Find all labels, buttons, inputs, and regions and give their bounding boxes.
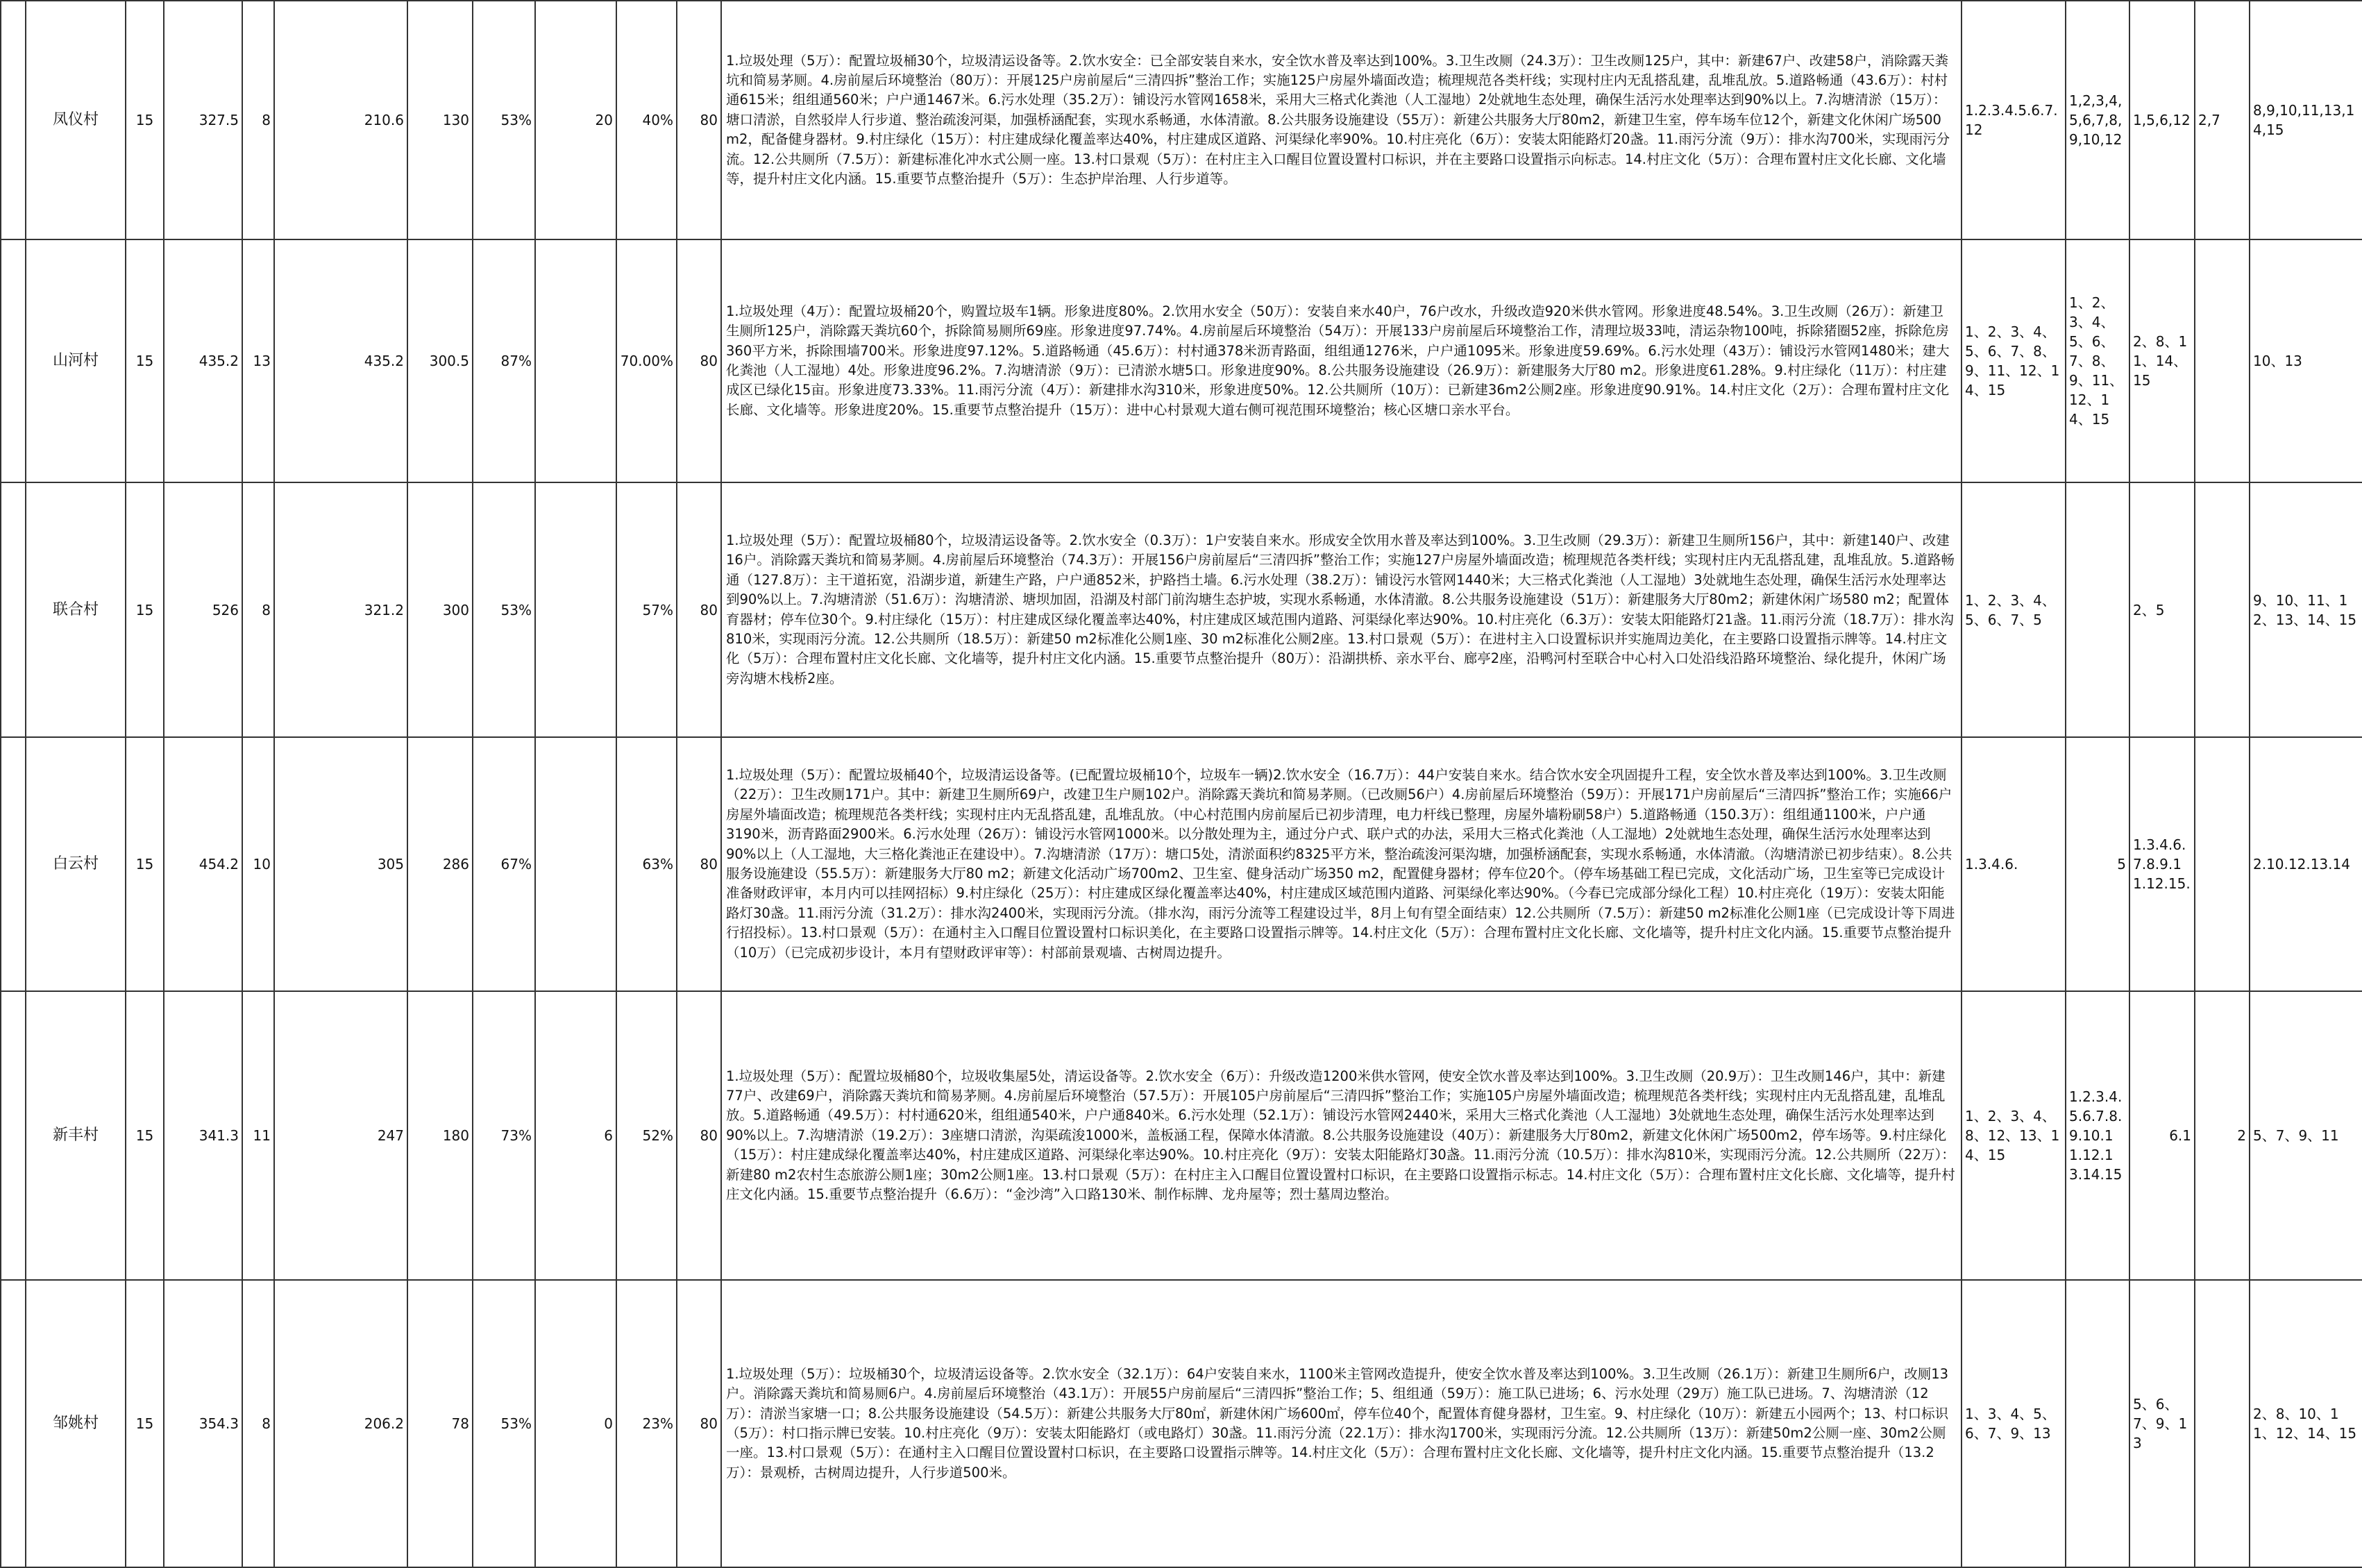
item-code-cell: 1,5,6,12 xyxy=(2129,1,2195,239)
village-name: 新丰村 xyxy=(26,991,126,1280)
item-code-cell xyxy=(2066,482,2129,737)
value-cell: 20 xyxy=(535,1,616,239)
value-cell: 210.6 xyxy=(274,1,407,239)
blank-cell xyxy=(1,482,26,737)
value-cell: 300.5 xyxy=(407,239,473,482)
item-code-cell: 9、10、11、12、13、14、15 xyxy=(2250,482,2362,737)
value-cell: 286 xyxy=(407,737,473,991)
item-code-cell xyxy=(2195,239,2250,482)
value-cell: 435.2 xyxy=(164,239,242,482)
value-cell: 454.2 xyxy=(164,737,242,991)
value-cell: 13 xyxy=(242,239,274,482)
item-code-cell: 1.2.3.4.5.6.7.12 xyxy=(1962,1,2066,239)
value-cell: 53% xyxy=(473,482,535,737)
value-cell: 53% xyxy=(473,1280,535,1567)
item-code-cell: 2.10.12.13.14 xyxy=(2250,737,2362,991)
item-code-cell: 6.1 xyxy=(2129,991,2195,1280)
value-cell: 78 xyxy=(407,1280,473,1567)
value-cell: 80 xyxy=(677,239,721,482)
table-row xyxy=(1,239,2362,482)
value-cell: 15 xyxy=(126,482,164,737)
value-cell: 63% xyxy=(616,737,677,991)
item-code-cell: 1、2、3、4、8、12、13、14、15 xyxy=(1962,991,2066,1280)
item-code-cell: 1.3.4.6. xyxy=(1962,737,2066,991)
table-row xyxy=(1,1,2362,239)
item-code-cell: 1.3.4.6.7.8.9.11.12.15. xyxy=(2129,737,2195,991)
value-cell: 341.3 xyxy=(164,991,242,1280)
value-cell: 80 xyxy=(677,482,721,737)
value-cell: 15 xyxy=(126,991,164,1280)
item-code-cell: 2、8、11、14、15 xyxy=(2129,239,2195,482)
value-cell: 70.00% xyxy=(616,239,677,482)
value-cell: 8 xyxy=(242,482,274,737)
project-description: 1.垃圾处理（5万）：配置垃圾桶40个，垃圾清运设备等。(已配置垃圾桶10个，垃圾车一辆)2.饮水安全（16.7万）：44户安装自来水。结合饮水安全巩固提升工程，安全饮水普及率达到100%。3.卫生改厕（22万）：卫生改厕171户。其中：新建卫生厕所69户，改建卫生户厕102户。消除露天粪坑和简易茅厕。（已改厕56户）4.房前屋后环境整治（59万）：开展171户房前屋后“三清四拆”整治工作；实施66户房屋外墙面改造；梳理规范各类杆线；实现村庄内无乱搭乱建，乱堆乱放。（中心村范围内房前屋后已初步清理，电力杆线已整理，房屋外墙粉刷58户）5.道路畅通（150.3万）：组组通1100米，户户通3190米，沥青路面2900米。6.污水处理（26万）：铺设污水管网1000米。以分散处理为主，通过分户式、联户式的办法，采用大三格式化粪池（人工湿地）2处就地生态处理，确保生活污水处理率达到90%以上（人工湿地，大三格化粪池正在建设中）。7.沟塘清淤（17万）：塘口5处，清淤面积约8325平方米，整治疏浚河渠沟塘，加强桥涵配套，实现水系畅通，水体清澈。（沟塘清淤已初步结束）。8.公共服务设施建设（55.5万）：新建服务大厅80 m2；新建文化活动广场700m2、卫生室、健身活动广场350 m2，配置健身器材；停车位20个。（停车场基础工程已完成，文化活动广场，卫生室等已完成设计准备财政评审，本月内可以挂网招标）9.村庄绿化（25万）：村庄建成区绿化覆盖率达40%，村庄建成区域范围内道路、河渠绿化率达90%。（今春已完成部分绿化工程）10.村庄亮化（19万）：安装太阳能路灯30盏。11.雨污分流（31.2万）：排水沟2400米，实现雨污分流。（排水沟，雨污分流等工程建设过半，8月上旬有望全面结束）12.公共厕所（7.5万）：新建50 m2标准化公厕1座（已完成设计等下周进行招投标）。13.村口景观（5万）：在通村主入口醒目位置设置村口标识美化，在主要路口设置指示牌等。14.村庄文化（5万）：合理布置村庄文化长廊、文化墙等，提升村庄文化内涵。15.重要节点整治提升（10万）（已完成初步设计，本月有望财政评审等）：村部前景观墙、古树周边提升。 xyxy=(721,737,1962,991)
item-code-cell: 1、2、3、4、5、6、7、5 xyxy=(1962,482,2066,737)
value-cell: 80 xyxy=(677,991,721,1280)
value-cell: 15 xyxy=(126,1280,164,1567)
value-cell: 327.5 xyxy=(164,1,242,239)
item-code-cell: 1,2,3,4,5,6,7,8,9,10,12 xyxy=(2066,1,2129,239)
village-name: 凤仪村 xyxy=(26,1,126,239)
project-description: 1.垃圾处理（5万）：配置垃圾桶80个，垃圾清运设备等。2.饮水安全（0.3万）：1户安装自来水。形成安全饮用水普及率达到100%。3.卫生改厕（29.3万）：新建卫生厕所156户，其中：新建140户、改建16户。消除露天粪坑和简易茅厕。4.房前屋后环境整治（74.3万）：开展156户房前屋后“三清四拆”整治工作；实施127户房屋外墙面改造；梳理规范各类杆线；实现村庄内无乱搭乱建，乱堆乱放。5.道路畅通（127.8万）：主干道拓宽，沿湖步道，新建生产路，户户通852米，护路挡土墙。6.污水处理（38.2万）：铺设污水管网1440米；大三格式化粪池（人工湿地）3处就地生态处理，确保生活污水处理率达到90%以上。7.沟塘清淤（51.6万）：沟塘清淤、塘坝加固，沿湖及村部门前沟塘生态护坡，实现水系畅通，水体清澈。8.公共服务设施建设（51万）：新建服务大厅80m2；新建休闲广场580 m2；配置体育器材；停车位30个。9.村庄绿化（15万）：村庄建成区绿化覆盖率达40%，村庄建成区域范围内道路、河渠绿化率达90%。10.村庄亮化（6.3万）：安装太阳能路灯21盏。11.雨污分流（18.7万）：排水沟810米，实现雨污分流。12.公共厕所（18.5万）：新建50 m2标准化公厕1座、30 m2标准化公厕2座。13.村口景观（5万）：在进村主入口设置标识并实施周边美化，在主要路口设置指示牌等。14.村庄文化（5万）：合理布置村庄文化长廊、文化墙等，提升村庄文化内涵。15.重要节点整治提升（80万）：沿湖拱桥、亲水平台、廊亭2座，沿鸭河村至联合中心村入口处沿线沿路环境整治、绿化提升，休闲广场旁沟塘木栈桥2座。 xyxy=(721,482,1962,737)
table-row xyxy=(1,737,2362,991)
value-cell: 6 xyxy=(535,991,616,1280)
item-code-cell: 10、13 xyxy=(2250,239,2362,482)
blank-cell xyxy=(1,1280,26,1567)
item-code-cell xyxy=(2066,1280,2129,1567)
project-description: 1.垃圾处理（4万）：配置垃圾桶20个，购置垃圾车1辆。形象进度80%。2.饮用水安全（50万）：安装自来水40户，76户改水，升级改造920米供水管网。形象进度48.54%。3.卫生改厕（26万）：新建卫生厕所125户，消除露天粪坑60个，拆除简易厕所69座。形象进度97.74%。4.房前屋后环境整治（54万）：开展133户房前屋后环境整治工作，清理垃圾33吨，清运杂物100吨，拆除猪圈52座，拆除危房360平方米，拆除围墙700米。形象进度97.12%。5.道路畅通（45.6万）：村村通378米沥青路面，组组通1276米，户户通1095米。形象进度59.69%。6.污水处理（43万）：铺设污水管网1480米；建大化粪池（人工湿地）4处。形象进度96.2%。7.沟塘清淤（9万）：已清淤水塘5口。形象进度90%。8.公共服务设施建设（26.9万）：新建服务大厅80 m2。形象进度61.28%。9.村庄绿化（11万）：村庄建成区已绿化15亩。形象进度73.33%。11.雨污分流（4万）：新建排水沟310米，形象进度50%。12.公共厕所（10万）：已新建36m2公厕2座。形象进度90.91%。14.村庄文化（2万）：合理布置村庄文化长廊、文化墙等。形象进度20%。15.重要节点整治提升（15万）：进中心村景观大道右侧可视范围环境整治；核心区塘口亲水平台。 xyxy=(721,239,1962,482)
value-cell: 53% xyxy=(473,1,535,239)
value-cell: 11 xyxy=(242,991,274,1280)
item-code-cell: 5 xyxy=(2066,737,2129,991)
value-cell: 40% xyxy=(616,1,677,239)
value-cell: 57% xyxy=(616,482,677,737)
item-code-cell xyxy=(2195,482,2250,737)
value-cell: 354.3 xyxy=(164,1280,242,1567)
value-cell: 80 xyxy=(677,1,721,239)
item-code-cell: 1、3、4、5、6、7、9、13 xyxy=(1962,1280,2066,1567)
village-name: 邹姚村 xyxy=(26,1280,126,1567)
item-code-cell: 1、2、3、4、5、6、7、8、9、11、12、14、15 xyxy=(2066,239,2129,482)
item-code-cell: 2、5 xyxy=(2129,482,2195,737)
value-cell: 23% xyxy=(616,1280,677,1567)
blank-cell xyxy=(1,737,26,991)
village-name: 山河村 xyxy=(26,239,126,482)
blank-cell xyxy=(1,239,26,482)
value-cell xyxy=(535,239,616,482)
table-row xyxy=(1,482,2362,737)
project-description: 1.垃圾处理（5万）：配置垃圾桶30个，垃圾清运设备等。2.饮水安全：已全部安装自来水，安全饮水普及率达到100%。3.卫生改厕（24.3万）：卫生改厕125户，其中：新建67户、改建58户，消除露天粪坑和简易茅厕。4.房前屋后环境整治（80万）：开展125户房前屋后“三清四拆”整治工作；实施125户房屋外墙面改造；梳理规范各类杆线；实现村庄内无乱搭乱建，乱堆乱放。5.道路畅通（43.6万）：村村通615米；组组通560米；户户通1467米。6.污水处理（35.2万）：铺设污水管网1658米，采用大三格式化粪池（人工湿地）2处就地生态处理，确保生活污水处理率达到90%以上。7.沟塘清淤（15万）：塘口清淤，自然驳岸人行步道、整治疏浚河渠，加强桥涵配套，实现水系畅通，水体清澈。8.公共服务设施建设（55万）：新建公共服务大厅80m2，新建卫生室，停车场车位12个，新建文化休闲广场500 m2，配备健身器材。9.村庄绿化（15万）：村庄建成绿化覆盖率达40%，村庄建成区道路、河渠绿化率90%。10.村庄亮化（6万）：安装太阳能路灯20盏。11.雨污分流（9万）：排水沟700米，实现雨污分流。12.公共厕所（7.5万）：新建标准化冲水式公厕一座。13.村口景观（5万）：在村庄主入口醒目位置设置村口标识，并在主要路口设置指示向标志。14.村庄文化（5万）：合理布置村庄文化长廊、文化墙等，提升村庄文化内涵。15.重要节点整治提升（5万）：生态护岸治理、人行步道等。 xyxy=(721,1,1962,239)
value-cell: 8 xyxy=(242,1280,274,1567)
value-cell: 15 xyxy=(126,239,164,482)
value-cell xyxy=(535,737,616,991)
value-cell: 52% xyxy=(616,991,677,1280)
item-code-cell: 8,9,10,11,13,14,15 xyxy=(2250,1,2362,239)
item-code-cell xyxy=(2195,1280,2250,1567)
table-row xyxy=(1,991,2362,1280)
blank-cell xyxy=(1,1,26,239)
value-cell: 305 xyxy=(274,737,407,991)
item-code-cell: 2,7 xyxy=(2195,1,2250,239)
village-name: 白云村 xyxy=(26,737,126,991)
item-code-cell: 5、6、7、9、13 xyxy=(2129,1280,2195,1567)
value-cell: 73% xyxy=(473,991,535,1280)
item-code-cell: 1、2、3、4、5、6、7、8、9、11、12、14、15 xyxy=(1962,239,2066,482)
value-cell: 10 xyxy=(242,737,274,991)
value-cell: 15 xyxy=(126,737,164,991)
value-cell: 8 xyxy=(242,1,274,239)
value-cell: 300 xyxy=(407,482,473,737)
project-description: 1.垃圾处理（5万）：垃圾桶30个，垃圾清运设备等。2.饮水安全（32.1万）：64户安装自来水，1100米主管网改造提升，使安全饮水普及率达到100%。3.卫生改厕（26.1万）：新建卫生厕所6户，改厕13户。消除露天粪坑和简易厕6户。4.房前屋后环境整治（43.1万）：开展55户房前屋后“三清四拆”整治工作；5、组组通（59万）：施工队已进场；6、污水处理（29万）施工队已进场。7、沟塘清淤（12万）：清淤当家塘一口；8.公共服务设施建设（54.5万）：新建公共服务大厅80㎡，新建休闲广场600㎡，停车位40个，配置体育健身器材，卫生室。9、村庄绿化（10万）：新建五小园两个；13、村口标识（5万）：村口指示牌已安装。10.村庄亮化（9万）：安装太阳能路灯（或电路灯）30盏。11.雨污分流（22.1万）：排水沟1700米，实现雨污分流。12.公共厕所（13万）：新建50m2公厕一座、30m2公厕一座。13.村口景观（5万）：在通村主入口醒目位置设置村口标识，在主要路口设置指示牌等。14.村庄文化（5万）：合理布置村庄文化长廊、文化墙等，提升村庄文化内涵。15.重要节点整治提升（13.2万）：景观桥，古树周边提升，人行步道500米。 xyxy=(721,1280,1962,1567)
value-cell: 80 xyxy=(677,1280,721,1567)
value-cell xyxy=(535,482,616,737)
value-cell: 130 xyxy=(407,1,473,239)
project-description: 1.垃圾处理（5万）：配置垃圾桶80个，垃圾收集屋5处，清运设备等。2.饮水安全（6万）：升级改造1200米供水管网，使安全饮水普及率达到100%。3.卫生改厕（20.9万）：卫生改厕146户，其中：新建77户、改建69户，消除露天粪坑和简易茅厕。4.房前屋后环境整治（57.5万）：开展105户房前屋后“三清四拆”整治工作；实施105户房屋外墙面改造；梳理规范各类杆线；实现村庄内无乱搭乱建，乱堆乱放。5.道路畅通（49.5万）：村村通620米，组组通540米，户户通840米。6.污水处理（52.1万）：铺设污水管网2440米，采用大三格式化粪池（人工湿地）3处就地生态处理，确保生活污水处理率达到90%以上。7.沟塘清淤（19.2万）：3座塘口清淤，沟渠疏浚1000米，盖板涵工程，保障水体清澈。8.公共服务设施建设（40万）：新建服务大厅80m2，新建文化休闲广场500m2，停车场等。9.村庄绿化（15万）：村庄建成绿化覆盖率达40%，村庄建成区道路、河渠绿化率达90%。10.村庄亮化（9万）：安装太阳能路灯30盏。11.雨污分流（10.5万）：排水沟810米，实现雨污分流。12.公共厕所（22万）：新建80 m2农村生态旅游公厕1座；30m2公厕1座。13.村口景观（5万）：在村庄主入口醒目位置设置村口标识，在主要路口设置指示标志。14.村庄文化（5万）：合理布置村庄文化长廊、文化墙等，提升村庄文化内涵。15.重要节点整治提升（6.6万）：“金沙湾”入口路130米、制作标牌、龙舟屋等；烈士墓周边整治。 xyxy=(721,991,1962,1280)
value-cell: 206.2 xyxy=(274,1280,407,1567)
blank-cell xyxy=(1,991,26,1280)
item-code-cell: 2、8、10、11、12、14、15 xyxy=(2250,1280,2362,1567)
value-cell: 321.2 xyxy=(274,482,407,737)
value-cell: 180 xyxy=(407,991,473,1280)
table-row xyxy=(1,1280,2362,1567)
value-cell: 0 xyxy=(535,1280,616,1567)
village-name: 联合村 xyxy=(26,482,126,737)
value-cell: 15 xyxy=(126,1,164,239)
value-cell: 67% xyxy=(473,737,535,991)
value-cell: 435.2 xyxy=(274,239,407,482)
value-cell: 87% xyxy=(473,239,535,482)
item-code-cell: 1.2.3.4.5.6.7.8.9.10.11.12.13.14.15 xyxy=(2066,991,2129,1280)
value-cell: 526 xyxy=(164,482,242,737)
item-code-cell: 2 xyxy=(2195,991,2250,1280)
item-code-cell: 5、7、9、11 xyxy=(2250,991,2362,1280)
value-cell: 247 xyxy=(274,991,407,1280)
item-code-cell xyxy=(2195,737,2250,991)
value-cell: 80 xyxy=(677,737,721,991)
